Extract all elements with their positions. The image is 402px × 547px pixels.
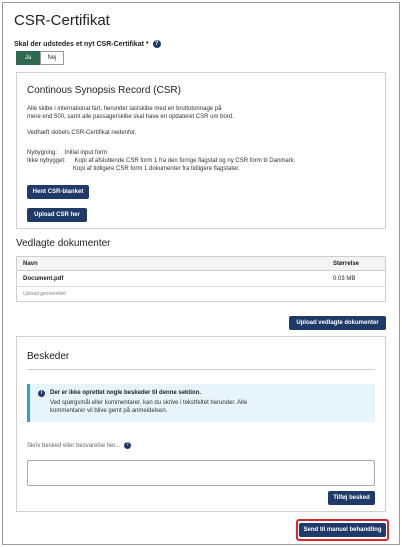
csr-question (14, 40, 161, 48)
divider (27, 369, 375, 370)
toggle-yes-button[interactable]: Ja (16, 51, 40, 65)
fetch-csr-button[interactable]: Hent CSR-blanket (27, 185, 89, 199)
help-icon[interactable]: ? (153, 40, 161, 48)
upload-csr-button[interactable]: Upload CSR her (27, 208, 87, 222)
comment-label (27, 442, 131, 449)
alert-body (50, 399, 360, 415)
csr-paragraph-1-line-1: Alle skibe i international fart, herunder lastskibe med en bruttotonnage på (27, 106, 222, 112)
toggle-no-button[interactable]: Nej (40, 51, 64, 65)
csr-paragraph-1-line-2: mere end 500, samt alle passagerskibe skal have en opdateret CSR om bord. (27, 114, 234, 120)
documents-table (16, 256, 386, 302)
document-size: 0.03 MB (333, 275, 356, 282)
new-build-value: Initial input form (64, 150, 108, 156)
csr-paragraph-1 (27, 105, 327, 121)
messages-panel (16, 336, 386, 512)
info-alert (27, 384, 375, 422)
csr-info-panel (16, 72, 386, 229)
comment-textarea[interactable] (27, 460, 375, 486)
upload-documents-button[interactable]: Upload vedlagte dokumenter (289, 316, 386, 330)
help-icon[interactable]: ? (124, 442, 131, 449)
csr-question-label: Skal der udstedes et nyt CSR-Certifikat * (14, 40, 149, 48)
not-new-line-1: Kopi af afsluttende CSR form 1 fra den forrige flagstat og ny CSR form til Danmark. (74, 158, 296, 164)
not-new-label: Ikke nybygget: (27, 158, 66, 164)
column-size-header: Størrelse (333, 260, 360, 267)
column-name-header: Navn (23, 260, 38, 267)
csr-paragraph-2: Vedhæft skibets CSR-Certifikat nedenfor. (27, 130, 137, 136)
info-icon: i (38, 390, 45, 397)
alert-heading: Der er ikke oprettet nogle beskeder til denne sektion. (50, 390, 202, 396)
send-manual-processing-button[interactable]: Send til manuel behandling (299, 523, 386, 537)
messages-title: Beskeder (27, 351, 70, 362)
table-footer (17, 287, 385, 301)
csr-panel-title: Continous Synopsis Record (CSR) (27, 85, 181, 96)
send-button-highlight (296, 519, 389, 541)
not-new-line-2: Kopi af tidligere CSR form 1 dokumenter fra tidligere flagstater. (73, 166, 240, 172)
csr-requirements (27, 149, 383, 173)
document-name[interactable]: Document.pdf (23, 275, 64, 282)
page-title: CSR-Certifikat (14, 12, 110, 29)
table-header (17, 257, 385, 271)
table-row[interactable] (17, 271, 385, 287)
alert-body-line-2: kommentarer vil blive gemt på anmeldelsen. (50, 408, 168, 414)
add-message-button[interactable]: Tilføj besked (328, 491, 375, 505)
upload-status-note: Upload gennemført (23, 291, 66, 297)
alert-body-line-1: Ved spørgsmål eller kommentarer, kan du skrive i tekstfeltet herunder. Alle (50, 400, 248, 406)
documents-title: Vedlagte dokumenter (16, 238, 111, 249)
comment-label-text: Skriv besked eller besvarelse her... (27, 443, 121, 450)
new-build-label: Nybygning: (27, 150, 58, 156)
yes-no-toggle (16, 51, 64, 65)
